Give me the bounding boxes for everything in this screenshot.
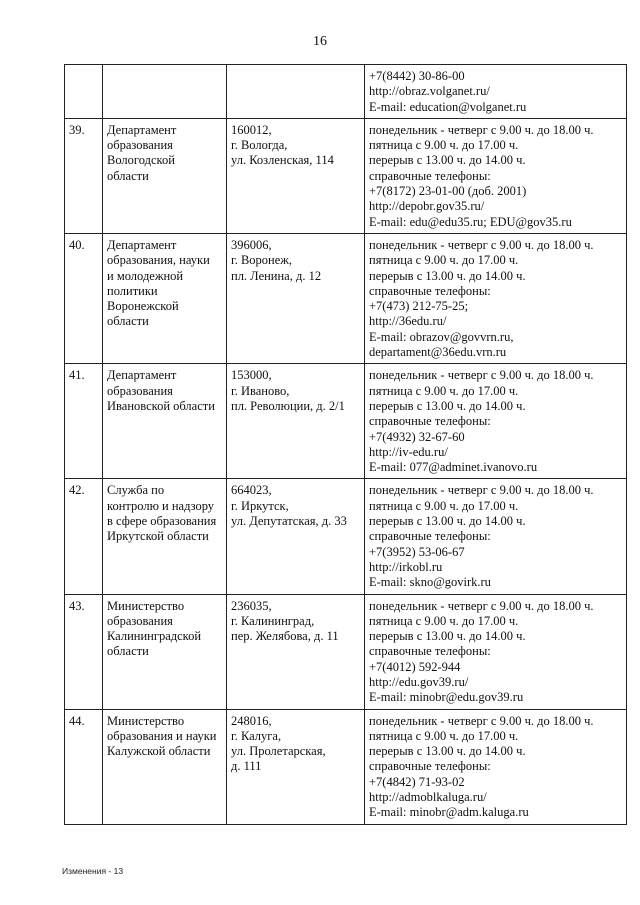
organization-address-line: ул. Козленская, 114	[231, 153, 334, 168]
organization-contacts-line: перерыв с 13.00 ч. до 14.00 ч.	[369, 153, 526, 168]
organization-name	[103, 364, 227, 479]
organization-address	[227, 709, 365, 824]
organization-name-line: Калужской области	[107, 744, 211, 759]
organization-contacts-line: http://depobr.gov35.ru/	[369, 199, 485, 214]
table-row	[65, 594, 627, 709]
table-row	[65, 118, 627, 233]
organization-address-line: г. Воронеж,	[231, 253, 293, 268]
organization-contacts-line: E-mail: 077@adminet.ivanovo.ru	[369, 460, 538, 475]
table-row	[65, 65, 627, 119]
organization-contacts-line: справочные телефоны:	[369, 414, 491, 429]
organization-contacts	[365, 479, 627, 594]
organization-name-line: образования	[107, 383, 173, 398]
organization-address-line: ул. Депутатская, д. 33	[231, 514, 347, 529]
organization-contacts-line: перерыв с 13.00 ч. до 14.00 ч.	[369, 268, 526, 283]
organization-name-line: образования и науки	[107, 728, 217, 743]
organization-contacts-line: понедельник - четверг с 9.00 ч. до 18.00 ч.	[369, 483, 594, 498]
organization-contacts	[365, 364, 627, 479]
organization-contacts-line: перерыв с 13.00 ч. до 14.00 ч.	[369, 398, 526, 413]
organization-name-line: контролю и надзору	[107, 498, 215, 513]
organization-contacts-line: понедельник - четверг с 9.00 ч. до 18.00 ч.	[369, 122, 594, 137]
organization-contacts-line: E-mail: edu@edu35.ru; EDU@gov35.ru	[369, 214, 572, 229]
organization-name-line: Департамент	[107, 368, 177, 383]
organization-contacts-line: E-mail: minobr@edu.gov39.ru	[369, 690, 524, 705]
organization-contacts-line: перерыв с 13.00 ч. до 14.00 ч.	[369, 629, 526, 644]
organization-contacts	[365, 709, 627, 824]
organization-address-line: 396006,	[231, 237, 272, 252]
organization-name-line: Департамент	[107, 122, 177, 137]
organization-contacts	[365, 118, 627, 233]
organization-address-line: г. Калуга,	[231, 728, 282, 743]
organization-address	[227, 364, 365, 479]
organization-contacts-line: понедельник - четверг с 9.00 ч. до 18.00 ч.	[369, 237, 594, 252]
organization-contacts-line: departament@36edu.vrn.ru	[369, 345, 507, 360]
organizations-table	[64, 64, 627, 825]
organization-name	[103, 65, 227, 119]
organization-address-line: 153000,	[231, 368, 272, 383]
organization-name-line: Служба по	[107, 483, 165, 498]
organization-contacts-line: E-mail: minobr@adm.kaluga.ru	[369, 805, 529, 820]
organization-name-line: образования	[107, 613, 173, 628]
organization-contacts-line: +7(4012) 592-944	[369, 659, 461, 674]
organization-name	[103, 233, 227, 363]
organization-contacts-line: пятница с 9.00 ч. до 17.00 ч.	[369, 498, 519, 513]
organization-contacts-line: http://admoblkaluga.ru/	[369, 790, 487, 805]
organization-contacts-line: справочные телефоны:	[369, 529, 491, 544]
organization-name	[103, 594, 227, 709]
organization-name	[103, 479, 227, 594]
row-number: 40.	[65, 233, 103, 363]
organization-contacts-line: +7(8442) 30-86-00	[369, 69, 465, 83]
organization-contacts-line: +7(4842) 71-93-02	[369, 774, 465, 789]
organization-contacts-line: E-mail: skno@govirk.ru	[369, 575, 491, 590]
organization-name-line: в сфере образования	[107, 514, 217, 529]
organization-name-line: Ивановской области	[107, 398, 215, 413]
organization-name-line: Калининградской	[107, 629, 202, 644]
organization-contacts-line: +7(8172) 23-01-00 (доб. 2001)	[369, 184, 527, 199]
organization-name-line: Вологодской	[107, 153, 175, 168]
organization-address	[227, 479, 365, 594]
organization-contacts	[365, 233, 627, 363]
organization-contacts-line: E-mail: obrazov@govvrn.ru,	[369, 329, 514, 344]
organization-name-line: Департамент	[107, 237, 177, 252]
organization-contacts-line: +7(4932) 32-67-60	[369, 429, 465, 444]
organization-name-line: Иркутской области	[107, 529, 209, 544]
organization-contacts-line: понедельник - четверг с 9.00 ч. до 18.00 ч.	[369, 368, 594, 383]
organization-name-line: Министерство	[107, 598, 185, 613]
organization-address-line: г. Калининград,	[231, 613, 315, 628]
organization-address	[227, 118, 365, 233]
organization-contacts-line: пятница с 9.00 ч. до 17.00 ч.	[369, 728, 519, 743]
organization-contacts-line: +7(3952) 53-06-67	[369, 544, 465, 559]
organization-address-line: пер. Желябова, д. 11	[231, 629, 339, 644]
organization-name-line: области	[107, 644, 149, 659]
organization-name-line: области	[107, 168, 149, 183]
organization-name-line: области	[107, 314, 149, 329]
row-number: 44.	[65, 709, 103, 824]
organization-address-line: г. Иркутск,	[231, 498, 289, 513]
organization-name	[103, 118, 227, 233]
organization-contacts-line: справочные телефоны:	[369, 283, 491, 298]
organization-contacts-line: +7(473) 212-75-25;	[369, 299, 469, 314]
organization-name-line: политики	[107, 283, 158, 298]
organization-address	[227, 594, 365, 709]
organization-contacts-line: E-mail: education@volganet.ru	[369, 99, 527, 114]
organization-address-line: 248016,	[231, 713, 272, 728]
organization-address	[227, 65, 365, 119]
organization-contacts-line: http://obraz.volganet.ru/	[369, 84, 490, 99]
organization-name-line: Воронежской	[107, 299, 179, 314]
organization-contacts	[365, 65, 627, 119]
organization-address-line: ул. Пролетарская,	[231, 744, 326, 759]
organization-contacts-line: пятница с 9.00 ч. до 17.00 ч.	[369, 253, 519, 268]
organization-contacts-line: пятница с 9.00 ч. до 17.00 ч.	[369, 383, 519, 398]
table-row	[65, 233, 627, 363]
organization-contacts-line: перерыв с 13.00 ч. до 14.00 ч.	[369, 744, 526, 759]
organization-contacts-line: http://edu.gov39.ru/	[369, 674, 469, 689]
row-number: 39.	[65, 118, 103, 233]
organization-address	[227, 233, 365, 363]
organization-name-line: Министерство	[107, 713, 185, 728]
organization-contacts-line: перерыв с 13.00 ч. до 14.00 ч.	[369, 514, 526, 529]
organization-contacts-line: http://irkobl.ru	[369, 559, 443, 574]
organization-address-line: пл. Революции, д. 2/1	[231, 398, 345, 413]
organization-contacts	[365, 594, 627, 709]
table-row	[65, 709, 627, 824]
table-row	[65, 364, 627, 479]
organization-contacts-line: пятница с 9.00 ч. до 17.00 ч.	[369, 613, 519, 628]
table-row	[65, 479, 627, 594]
organization-contacts-line: http://36edu.ru/	[369, 314, 447, 329]
organization-contacts-line: справочные телефоны:	[369, 759, 491, 774]
organization-address-line: 664023,	[231, 483, 272, 498]
organization-name-line: и молодежной	[107, 268, 184, 283]
organization-contacts-line: http://iv-edu.ru/	[369, 444, 448, 459]
organization-contacts-line: понедельник - четверг с 9.00 ч. до 18.00 ч.	[369, 598, 594, 613]
organization-address-line: г. Вологда,	[231, 138, 288, 153]
organization-contacts-line: справочные телефоны:	[369, 168, 491, 183]
organization-contacts-line: пятница с 9.00 ч. до 17.00 ч.	[369, 138, 519, 153]
organization-contacts-line: понедельник - четверг с 9.00 ч. до 18.00 ч.	[369, 713, 594, 728]
organization-name-line: образования, науки	[107, 253, 210, 268]
footer-note: Изменения - 13	[62, 866, 124, 876]
organization-name	[103, 709, 227, 824]
row-number: 41.	[65, 364, 103, 479]
organization-address-line: пл. Ленина, д. 12	[231, 268, 322, 283]
row-number: 43.	[65, 594, 103, 709]
organization-address-line: д. 111	[231, 759, 262, 774]
organization-name-line: образования	[107, 138, 173, 153]
organization-address-line: 160012,	[231, 122, 272, 137]
organization-contacts-line: справочные телефоны:	[369, 644, 491, 659]
organization-address-line: 236035,	[231, 598, 272, 613]
row-number	[65, 65, 103, 119]
row-number: 42.	[65, 479, 103, 594]
page-number: 16	[313, 34, 327, 49]
organization-address-line: г. Иваново,	[231, 383, 290, 398]
